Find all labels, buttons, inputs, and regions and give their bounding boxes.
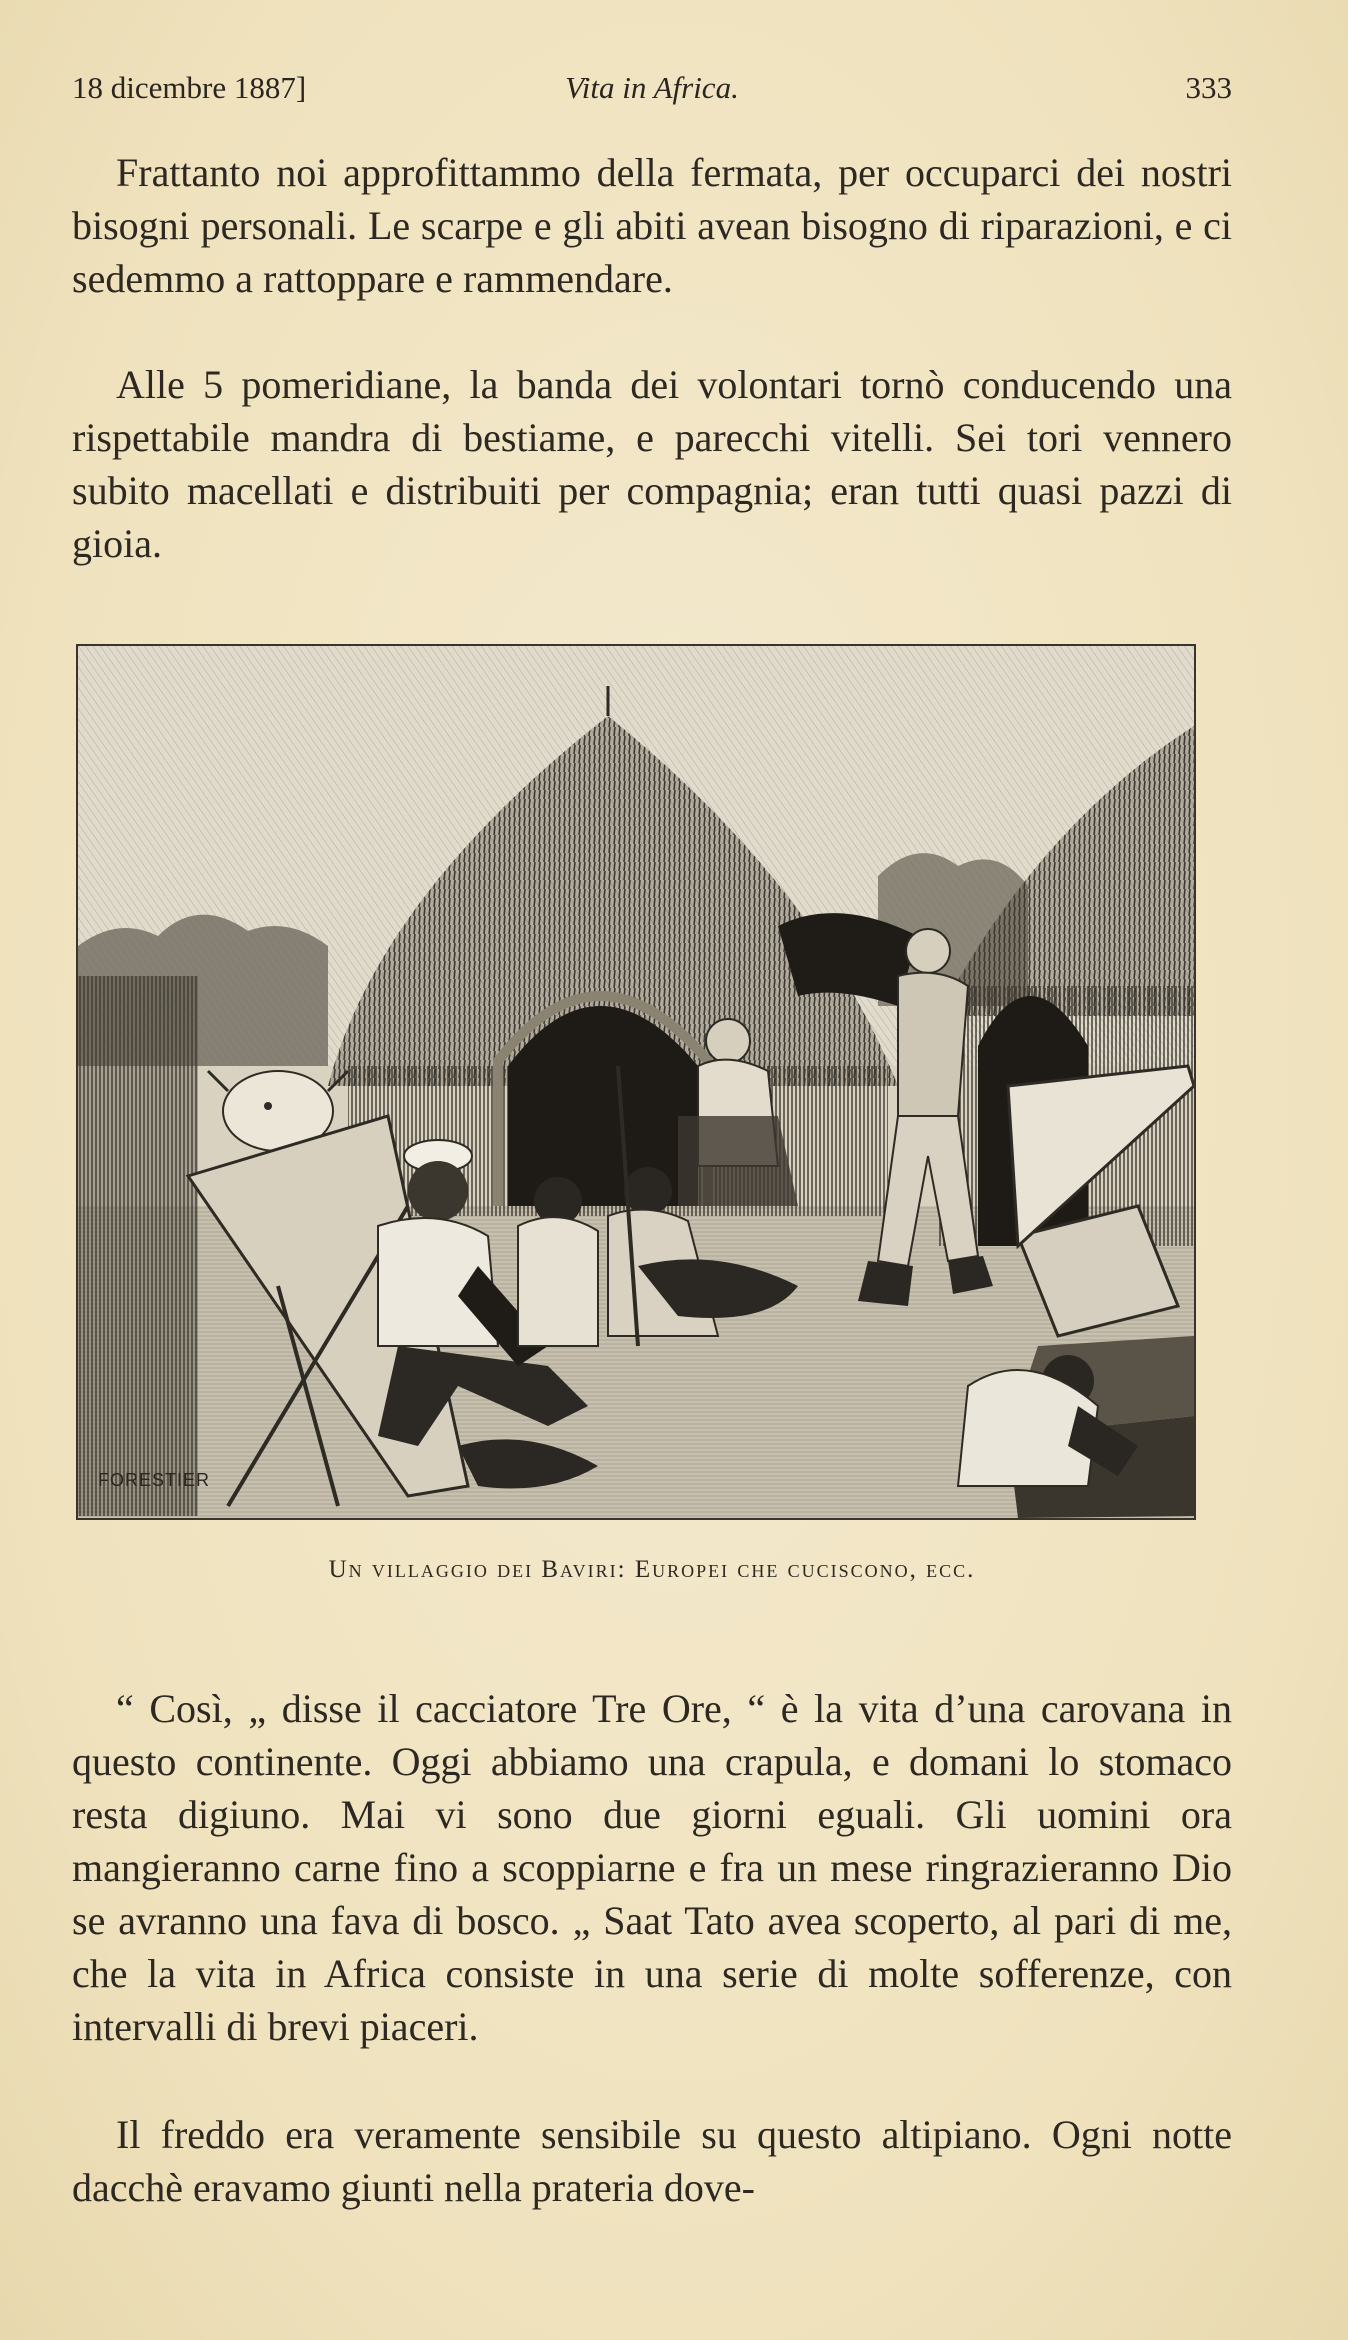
paragraph-4: Il freddo era veramente sensibile su questo altipiano. Ogni notte dacchè eravamo giunti nella prateria dove- xyxy=(72,2112,1232,2210)
header-date: 18 dicembre 1887] xyxy=(72,70,307,105)
page-number: 333 xyxy=(1185,70,1232,105)
paragraph-3: “ Così, „ disse il cacciatore Tre Ore, “ è la vita d’una carovana in questo continente. Oggi abbiamo una crapula, e domani lo stomaco resta digiuno. Mai vi sono due giorni eguali. Gli uomini ora mangieranno carne fino a scoppiarne e fra un mese ringrazieranno Dio se avranno una fava di bosco. „ Saat Tato avea scoperto, al pari di me, che la vita in Africa consiste in una serie di molte sofferenze, con intervalli di brevi piaceri. xyxy=(72,1686,1232,2049)
village-scene-engraving xyxy=(78,646,1194,1518)
figure-caption: Un villaggio dei Baviri: Europei che cuciscono, ecc. xyxy=(328,1556,976,1583)
paragraph-1: Frattanto noi approfittammo della fermata, per occuparci dei nostri bisogni personali. Le scarpe e gli abiti avean bisogno di riparazioni, e ci sedemmo a rattoppare e rammendare. xyxy=(72,150,1232,301)
paragraph-2: Alle 5 pomeridiane, la banda dei volontari tornò conducendo una rispettabile mandra di bestiame, e parecchi vitelli. Sei tori vennero subito macellati e distribuiti per compagnia; eran tutti quasi pazzi di gioia. xyxy=(72,362,1232,566)
header-title: Vita in Africa. xyxy=(565,70,739,105)
running-head xyxy=(72,70,1232,120)
engraving-illustration xyxy=(76,644,1196,1520)
artist-signature: FORESTIER xyxy=(98,1470,211,1490)
